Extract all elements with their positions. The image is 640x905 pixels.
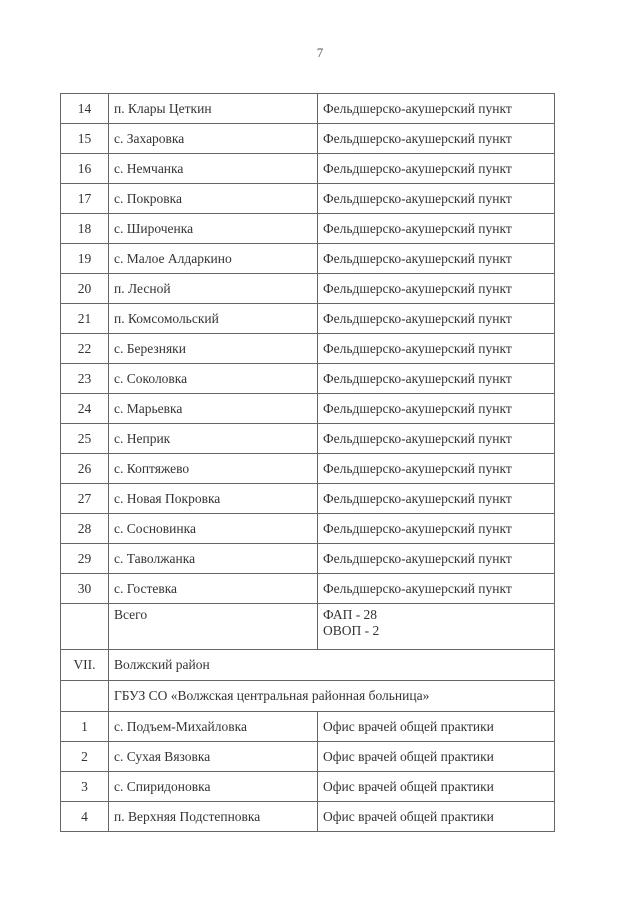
table-row [61, 454, 555, 484]
settlement-name: с. Сухая Вязовка [109, 742, 318, 772]
table-row [61, 214, 555, 244]
row-number: 3 [61, 772, 109, 802]
row-number: 28 [61, 514, 109, 544]
facility-type: Офис врачей общей практики [318, 802, 555, 832]
facility-type: Фельдшерско-акушерский пункт [318, 424, 555, 454]
facility-type: Фельдшерско-акушерский пункт [318, 574, 555, 604]
total-number-cell [61, 604, 109, 650]
settlement-name: с. Неприк [109, 424, 318, 454]
total-row [61, 604, 555, 650]
facility-type: Фельдшерско-акушерский пункт [318, 94, 555, 124]
table-row [61, 742, 555, 772]
settlement-name: с. Малое Алдаркино [109, 244, 318, 274]
table-row [61, 304, 555, 334]
row-number: 23 [61, 364, 109, 394]
settlement-name: с. Соколовка [109, 364, 318, 394]
facility-type: Фельдшерско-акушерский пункт [318, 454, 555, 484]
row-number: 25 [61, 424, 109, 454]
facility-type: Офис врачей общей практики [318, 712, 555, 742]
facility-type: Фельдшерско-акушерский пункт [318, 394, 555, 424]
settlement-name: с. Таволжанка [109, 544, 318, 574]
table-row [61, 274, 555, 304]
settlement-name: с. Захаровка [109, 124, 318, 154]
table-row [61, 484, 555, 514]
hospital-name: ГБУЗ СО «Волжская центральная районная больница» [109, 681, 555, 712]
facility-type: Офис врачей общей практики [318, 772, 555, 802]
page-number: 7 [316, 45, 324, 60]
settlement-name: п. Верхняя Подстепновка [109, 802, 318, 832]
settlement-name: с. Новая Покровка [109, 484, 318, 514]
table-row [61, 514, 555, 544]
table-row [61, 364, 555, 394]
facility-type: Фельдшерско-акушерский пункт [318, 274, 555, 304]
settlement-name: с. Гостевка [109, 574, 318, 604]
settlement-name: с. Спиридоновка [109, 772, 318, 802]
row-number: 4 [61, 802, 109, 832]
facility-type: Фельдшерско-акушерский пункт [318, 184, 555, 214]
row-number: 24 [61, 394, 109, 424]
facility-type: Фельдшерско-акушерский пункт [318, 514, 555, 544]
facilities-table [60, 93, 555, 832]
row-number: 22 [61, 334, 109, 364]
table-row [61, 184, 555, 214]
table-row [61, 154, 555, 184]
facility-type: Фельдшерско-акушерский пункт [318, 244, 555, 274]
table-row [61, 244, 555, 274]
row-number: 19 [61, 244, 109, 274]
table-row [61, 802, 555, 832]
facility-type: Офис врачей общей практики [318, 742, 555, 772]
settlement-name: с. Коптяжево [109, 454, 318, 484]
settlement-name: с. Марьевка [109, 394, 318, 424]
row-number: 18 [61, 214, 109, 244]
table-row [61, 574, 555, 604]
table-row [61, 124, 555, 154]
table-row [61, 772, 555, 802]
facility-type: Фельдшерско-акушерский пункт [318, 304, 555, 334]
facility-type: Фельдшерско-акушерский пункт [318, 154, 555, 184]
row-number: 14 [61, 94, 109, 124]
table-row [61, 334, 555, 364]
table-row [61, 712, 555, 742]
total-fap: ФАП - 28 [323, 607, 378, 622]
hospital-number-cell [61, 681, 109, 712]
settlement-name: с. Подъем-Михайловка [109, 712, 318, 742]
row-number: 29 [61, 544, 109, 574]
settlement-name: п. Комсомольский [109, 304, 318, 334]
settlement-name: с. Широченка [109, 214, 318, 244]
section-number: VII. [61, 650, 109, 681]
row-number: 27 [61, 484, 109, 514]
row-number: 15 [61, 124, 109, 154]
facility-type: Фельдшерско-акушерский пункт [318, 334, 555, 364]
settlement-name: с. Немчанка [109, 154, 318, 184]
row-number: 26 [61, 454, 109, 484]
table-row [61, 94, 555, 124]
row-number: 17 [61, 184, 109, 214]
row-number: 2 [61, 742, 109, 772]
facility-type: Фельдшерско-акушерский пункт [318, 214, 555, 244]
table-row [61, 544, 555, 574]
facility-type: Фельдшерско-акушерский пункт [318, 364, 555, 394]
table-row [61, 394, 555, 424]
total-label: Всего [109, 604, 318, 650]
total-values [318, 604, 555, 650]
row-number: 16 [61, 154, 109, 184]
row-number: 20 [61, 274, 109, 304]
facility-type: Фельдшерско-акушерский пункт [318, 484, 555, 514]
facility-type: Фельдшерско-акушерский пункт [318, 124, 555, 154]
settlement-name: п. Клары Цеткин [109, 94, 318, 124]
table-body [61, 94, 555, 832]
settlement-name: с. Покровка [109, 184, 318, 214]
total-ovop: ОВОП - 2 [323, 623, 380, 638]
section-row [61, 650, 555, 681]
row-number: 30 [61, 574, 109, 604]
row-number: 21 [61, 304, 109, 334]
hospital-row [61, 681, 555, 712]
table-row [61, 424, 555, 454]
settlement-name: с. Березняки [109, 334, 318, 364]
district-title: Волжский район [109, 650, 555, 681]
settlement-name: п. Лесной [109, 274, 318, 304]
facility-type: Фельдшерско-акушерский пункт [318, 544, 555, 574]
settlement-name: с. Сосновинка [109, 514, 318, 544]
row-number: 1 [61, 712, 109, 742]
